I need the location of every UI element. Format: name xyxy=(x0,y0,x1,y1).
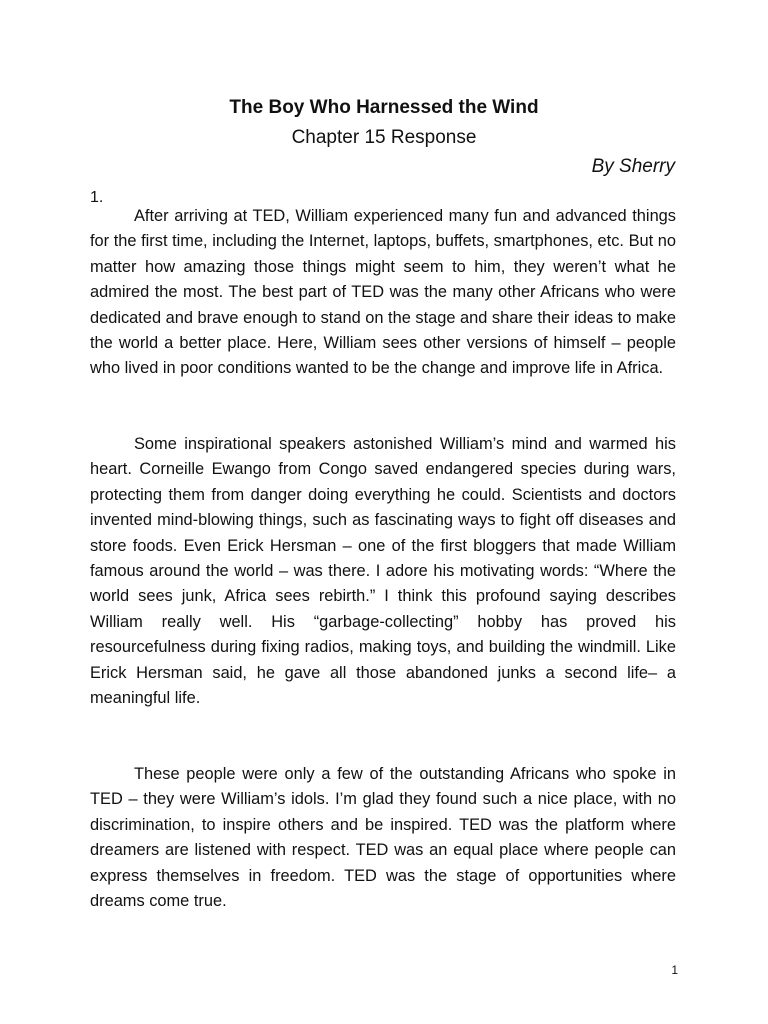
document-subtitle: Chapter 15 Response xyxy=(291,127,477,148)
document-title: The Boy Who Harnessed the Wind xyxy=(229,97,539,118)
paragraph-1: After arriving at TED, William experienced many fun and advanced things for the first time, including the Internet, laptops, buffets, smartphones, etc. But no matter how amazing those things might seem to him, they weren’t what he admired the most. The best part of TED was the many other Africans who were dedicated and brave enough to stand on the stage and share their ideas to make the world a better place. Here, William sees other versions of himself – people who lived in poor conditions wanted to be the change and improve life in Africa. xyxy=(90,207,676,378)
paragraph-3: These people were only a few of the outstanding Africans who spoke in TED – they were William’s idols. I’m glad they found such a nice place, with no discrimination, to inspire others and be inspired. TED was the platform where dreamers are listened with respect. TED was an equal place where people can express themselves in freedom. TED was the stage of opportunities where dreams come true. xyxy=(90,765,676,911)
author-byline: By Sherry xyxy=(591,156,675,177)
question-number: 1. xyxy=(90,189,104,206)
paragraph-2: Some inspirational speakers astonished William’s mind and warmed his heart. Corneille Ewango from Congo saved endangered species during wars, protecting them from danger doing everything he could. Scientists and doctors invented mind-blowing things, such as fascinating ways to fight off diseases and store foods. Even Erick Hersman – one of the first bloggers that made William famous around the world – was there. I adore his motivating words: “Where the world sees junk, Africa sees rebirth.” I think this profound saying describes William really well. His “garbage-collecting” hobby has proved his resourcefulness during fixing radios, making toys, and building the windmill. Like Erick Hersman said, he gave all those abandoned junks a second life– a meaningful life. xyxy=(90,435,676,708)
page-number: 1 xyxy=(671,963,678,977)
